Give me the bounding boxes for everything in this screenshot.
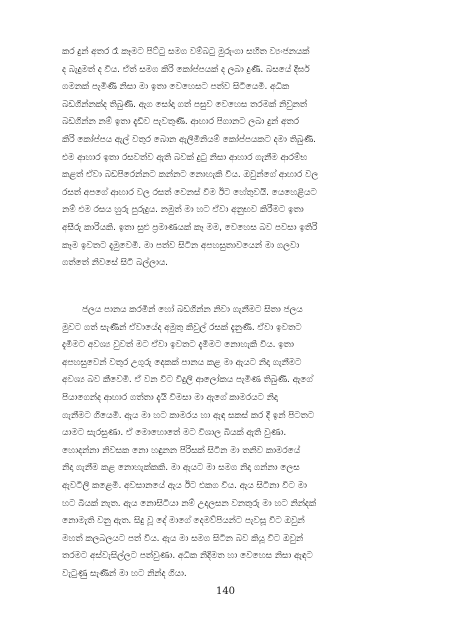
paragraph-line: අපහසුවෙන් වතුර උගුරු දෙකක් පානය කළ මා ඇයට නිදා ගැනීමට <box>62 357 302 368</box>
paragraph-line: ගැනීමට ගියෙමි. ඇය මා හට කාමරය හා ඇඳ සකස් කර දී ඉන් පිටතට <box>62 410 315 421</box>
paragraph-line: ගමනක් පැමිණි නිසා මා ඉතා වෙහෙසට පත්ව සිටියෙමි. අධික <box>62 82 290 93</box>
paragraph-line: අවශ්‍ය බව කීවෙමි. ඒ වන විට විදුලි ආලෝකය පැමිණ තිබුණි. ඇගේ <box>62 375 313 386</box>
paragraph-line: නම් එම රසය හුරු පුරුදුය. නමුත් මා හට ඒවා අනුභව කිරීමට ඉතා <box>62 205 304 216</box>
paragraph-line: කළත් ඒවා බඩපිරෙන්නට කන්නට නොහැකි විය. ඔවුන්ගේ ආහාර වල <box>62 170 319 181</box>
paragraph-line: බඩගින්නක්ද තිබුණි. ඇග සෝදා ගත් පසුව වෙහෙස තරමක් නිවුනත් <box>62 99 307 110</box>
paragraph-line: යාමට සැරසුණා. ඒ මොහොතේ මට විශාල බියක් ඇති වුණා. <box>62 428 287 439</box>
paragraph-line: පියාගෙන්ද ආහාර ගත්තා දැයි විමසා මා ඇගේ කාමරයට නිදා <box>62 392 278 403</box>
paragraph-line: බඩගින්න නම් ඉතා දැඩිව පැවතුණි. ආහාර පිගානට ලබා දුන් අතර <box>62 117 299 128</box>
paragraph-line: වැටුණු සැණින් මා හට නින්ද ගියා. <box>62 568 187 579</box>
paragraph-line: ඇවටිලි කළෙමි. අවසානයේ ඇය ඊට එකග විය. ඇය සිටිනා විට මා <box>62 480 307 491</box>
paragraph-1 <box>62 44 402 273</box>
paragraph-line: දැමීමට අවශ්‍ය වුවත් මට ඒවා ඉවතට දැමීමට නොහැකි විය. ඉතා <box>62 340 294 351</box>
paragraph-2 <box>62 302 402 584</box>
paragraph-line: හට බියක් නැත. ඇය නොසිටියා නම් උදලසන වනතුරු මා හට නින්දක් <box>62 498 317 509</box>
paragraph-line: නිදා ගැනීම කළ නොහැක්කකි. මා ඇයට මා සමග නිදා ගන්නා ලෙස <box>62 463 300 474</box>
paragraph-line: රසත් අපගේ ආහාර වල රසත් වෙනස් වීම ඊට හේතුවයි. යෙහෙළියට <box>62 187 317 198</box>
paragraph-line: ජලය පානය කරමින් හෝ බඩගින්න නිවා ගැනීමට සිතා ජලය <box>82 305 303 315</box>
paragraph-line: මහත් කලබලයට පත් විය. ඇය මා සමග සිටින බව කියූ විට ඔවුන් <box>62 533 304 544</box>
paragraph-line: හොදන්නා නිවසක නො හඳුනන පිරිසක් සිටින මා තනිව කාමරයේ <box>62 445 301 456</box>
page-number: 140 <box>215 586 236 597</box>
paragraph-line: ද බැදුමත් ද විය. ඒත් සමග කිරි කෝප්පයක් ද ලබා දුණි. බසයේ දීර්ඝ <box>62 64 310 75</box>
paragraph-line: කර දුන් අතර රෑ කෑමට පිට්ටු සමග වම්බටු මුරුංගා සහිත ව්‍යංජනයක් <box>62 47 310 57</box>
paragraph-line: කෑම ඉවතට දැමුවෙමි. මා පත්ව සිටින අපහසුතාවයෙන් මා ගලවා <box>62 240 300 251</box>
paragraph-line: කිරි කෝප්පය ඇල් වතුර බොන ඇලිමිනියම් කෝප්පයකට දමා තිබුණි. <box>62 134 316 145</box>
paragraph-line: නොමැති වනු ඇත. සිදු වූ දේ මාගේ දෙමව්පියන්ට පැවසූ විට ඔවුන් <box>62 516 305 527</box>
paragraph-line: එම ආහාර ඉතා රසවත්ව ඇති බවක් දුටු නිසා ආහාර ගැනීම ආරම්භ <box>62 152 308 163</box>
paragraph-line: තරමට අස්වැසිල්ලට පත්වුණා. අධික නිදිමත හා වෙහෙස නිසා ඇඳට <box>62 551 313 562</box>
paragraph-line: අසීරු කාරියකි. ඉතා සුළු ප්‍රමාණයක් කෑ මම, වෙහෙස බව පවසා ඉතිරි <box>62 222 318 233</box>
paragraph-line: ගත්තේ නිවසේ සිටි බල්ලාය. <box>62 258 168 269</box>
paragraph-line: මුවට ගත් සැණින් ඒවායේද අමුතු කිවුල් රසක් දැනුණි. ඒවා ඉවතට <box>62 322 302 333</box>
